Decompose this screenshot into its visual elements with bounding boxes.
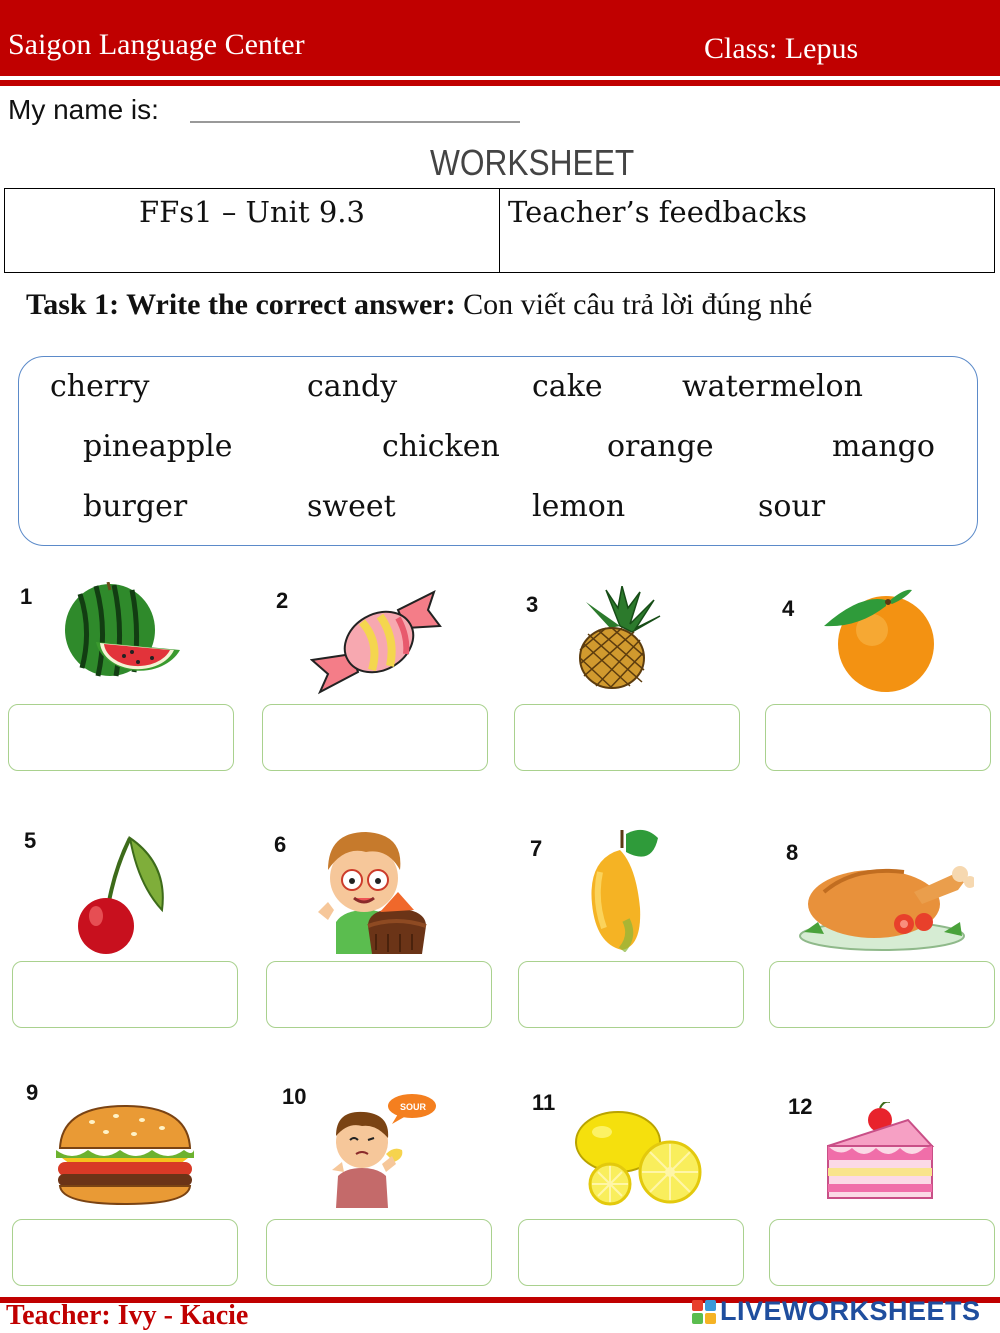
word-burger: burger <box>83 489 188 524</box>
worksheet-title: WORKSHEET <box>430 142 635 183</box>
task-title-instruction: Con viết câu trả lời đúng nhé <box>455 288 813 321</box>
word-cake: cake <box>532 369 603 404</box>
item-number: 9 <box>26 1080 39 1105</box>
center-name: Saigon Language Center <box>8 28 305 61</box>
sour-bubble-text: SOUR <box>400 1102 427 1112</box>
item-number: 6 <box>274 832 287 857</box>
answer-box-4[interactable] <box>765 704 991 771</box>
answer-box-1[interactable] <box>8 704 234 771</box>
word-pineapple: pineapple <box>83 429 233 464</box>
answer-box-9[interactable] <box>12 1219 238 1286</box>
unit-label: FFs1 – Unit 9.3 <box>5 189 500 272</box>
word-candy: candy <box>307 369 398 404</box>
boy-eating-cake-icon <box>314 826 434 954</box>
lemon-icon <box>572 1106 704 1206</box>
name-label: My name is: <box>8 94 159 125</box>
class-label: Class: Lepus <box>704 32 859 65</box>
item-number: 4 <box>782 596 795 621</box>
answer-box-7[interactable] <box>518 961 744 1028</box>
answer-box-6[interactable] <box>266 961 492 1028</box>
item-number: 3 <box>526 592 539 617</box>
liveworksheets-logo-text: LIVEWORKSHEETS <box>720 1296 981 1326</box>
orange-icon <box>820 588 938 694</box>
word-watermelon: watermelon <box>682 369 863 404</box>
answer-box-5[interactable] <box>12 961 238 1028</box>
info-table <box>4 188 995 273</box>
answer-box-12[interactable] <box>769 1219 995 1286</box>
answer-box-2[interactable] <box>262 704 488 771</box>
word-orange: orange <box>607 429 714 464</box>
teacher-credit: Teacher: Ivy - Kacie <box>6 1300 249 1331</box>
liveworksheets-logo-icon <box>692 1300 716 1324</box>
word-mango: mango <box>832 429 935 464</box>
word-cherry: cherry <box>50 369 150 404</box>
task-title <box>26 288 812 322</box>
burger-icon <box>52 1104 198 1206</box>
word-sweet: sweet <box>307 489 396 524</box>
word-lemon: lemon <box>532 489 626 524</box>
mango-icon <box>586 826 666 952</box>
cake-slice-icon <box>824 1102 936 1206</box>
item-number: 8 <box>786 840 799 865</box>
item-number: 7 <box>530 836 543 861</box>
task-title-bold: Task 1: Write the correct answer: <box>26 288 456 321</box>
liveworksheets-logo[interactable] <box>692 1296 981 1327</box>
answer-box-3[interactable] <box>514 704 740 771</box>
candy-icon <box>310 588 448 700</box>
item-number: 10 <box>282 1084 307 1109</box>
name-input[interactable] <box>190 121 520 123</box>
answer-box-8[interactable] <box>769 961 995 1028</box>
item-number: 11 <box>532 1090 556 1115</box>
watermelon-icon <box>62 582 186 686</box>
boy-tasting-sour-icon <box>320 1092 438 1208</box>
answer-box-10[interactable] <box>266 1219 492 1286</box>
answer-box-11[interactable] <box>518 1219 744 1286</box>
word-bank <box>18 356 978 546</box>
word-sour: sour <box>758 489 826 524</box>
item-number: 1 <box>20 584 33 609</box>
pineapple-icon <box>576 586 666 690</box>
feedback-label: Teacher’s feedbacks <box>508 195 807 229</box>
roast-chicken-icon <box>794 852 974 952</box>
item-number: 12 <box>788 1094 813 1119</box>
header-divider <box>0 80 1000 86</box>
item-number: 2 <box>276 588 289 613</box>
cherry-icon <box>72 834 172 954</box>
word-chicken: chicken <box>382 429 500 464</box>
item-number: 5 <box>24 828 37 853</box>
